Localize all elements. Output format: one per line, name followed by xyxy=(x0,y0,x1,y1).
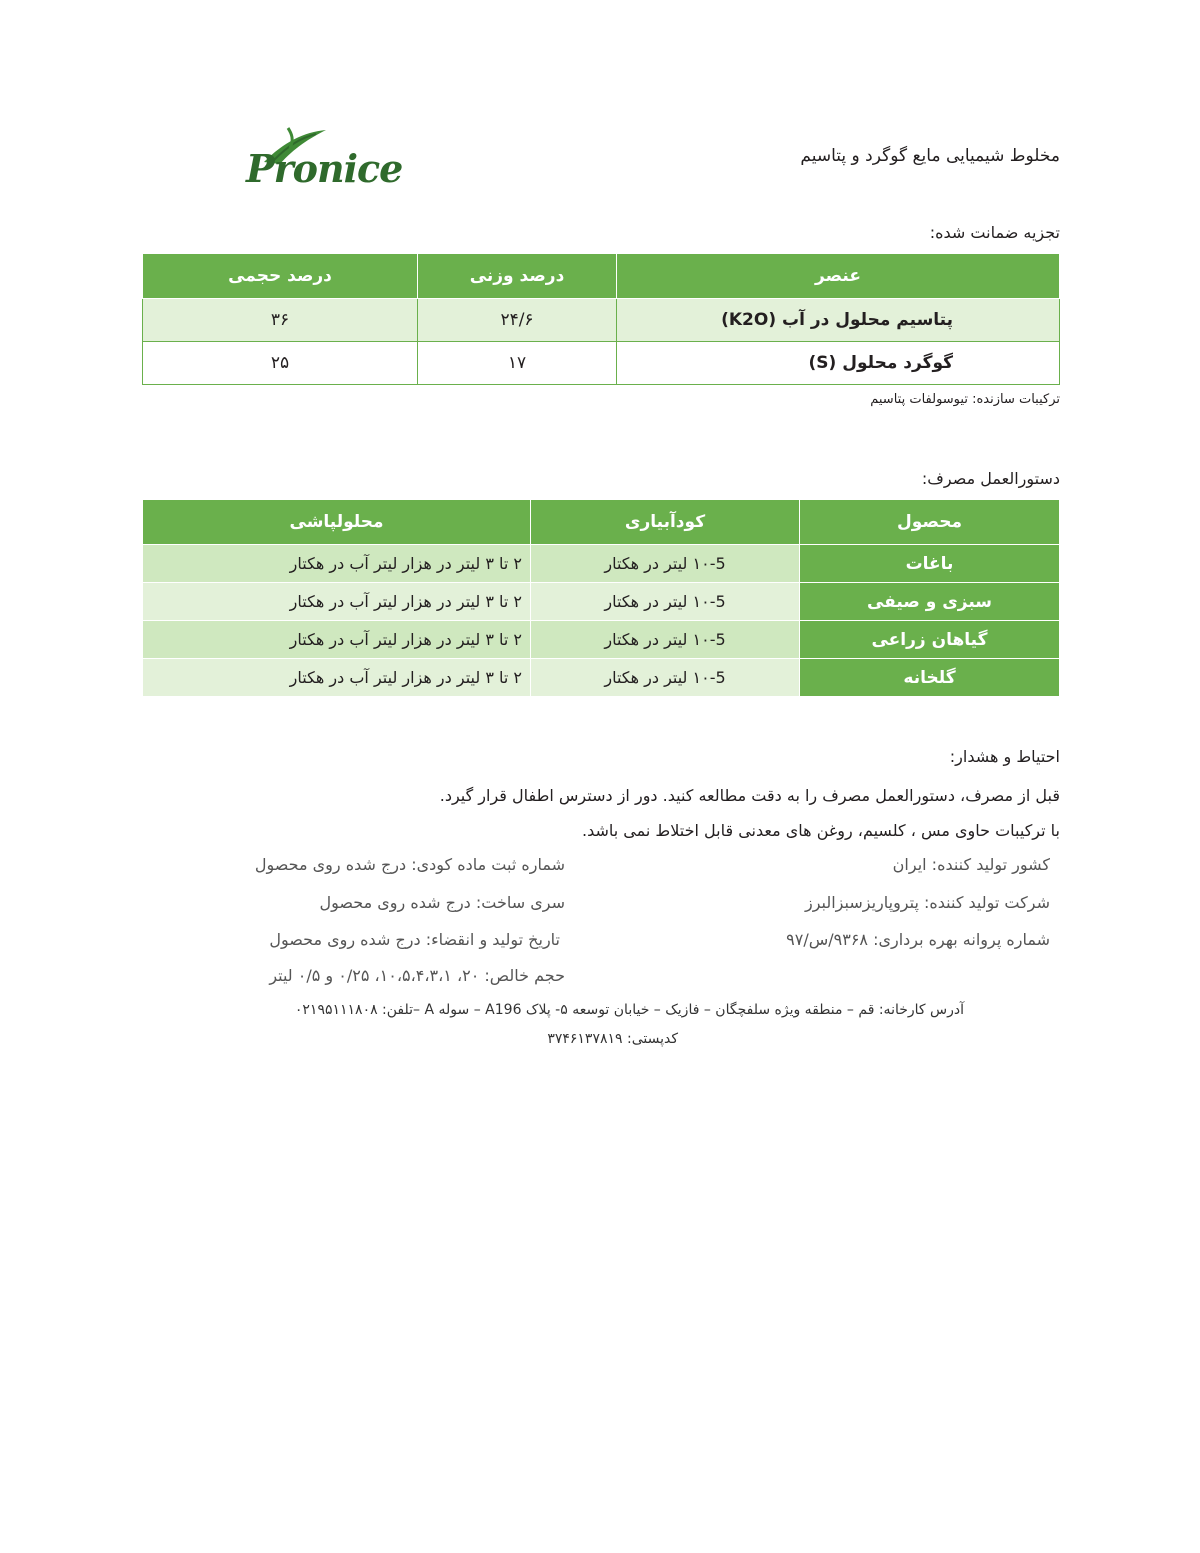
ingredients-note: ترکیبات سازنده: تیوسولفات پتاسیم xyxy=(870,392,1060,407)
table-row xyxy=(143,621,1060,659)
spray-cell: ۲ تا ۳ لیتر در هزار لیتر آب در هکتار xyxy=(143,621,531,659)
table-row xyxy=(143,659,1060,697)
column-header: محصول xyxy=(800,500,1060,545)
spray-cell: ۲ تا ۳ لیتر در هزار لیتر آب در هکتار xyxy=(143,545,531,583)
table-header-row xyxy=(143,254,1060,299)
license-text: شماره پروانه بهره برداری: ۹۳۶۸/س/۹۷ xyxy=(786,930,1050,949)
brand-name: Pronice xyxy=(246,146,403,191)
analysis-heading: تجزیه ضمانت شده: xyxy=(929,223,1060,242)
factory-address: آدرس کارخانه: قم – منطقه ویژه سلفچگان – فازیک – خیابان توسعه ۵- پلاک A196 – سوله A –تلفن: ۰۲۱۹۵۱۱۱۸۰۸ xyxy=(294,1002,964,1018)
volume-cell: ۳۶ xyxy=(143,299,418,342)
spray-cell: ۲ تا ۳ لیتر در هزار لیتر آب در هکتار xyxy=(143,583,531,621)
weight-cell: ۱۷ xyxy=(418,342,617,385)
crop-cell: باغات xyxy=(800,545,1060,583)
table-row xyxy=(143,342,1060,385)
column-header: درصد وزنی xyxy=(418,254,617,299)
analysis-table xyxy=(142,253,1060,385)
caution-line: با ترکیبات حاوی مس ، کلسیم، روغن های معدنی قابل اختلاط نمی باشد. xyxy=(582,821,1060,840)
fertigation-cell: ۱۰-5 لیتر در هکتار xyxy=(531,621,800,659)
caution-heading: احتیاط و هشدار: xyxy=(949,747,1060,766)
fertigation-cell: ۱۰-5 لیتر در هکتار xyxy=(531,583,800,621)
weight-cell: ۲۴/۶ xyxy=(418,299,617,342)
element-name: پتاسیم محلول در آب (K2O) xyxy=(721,310,953,330)
column-header: محلولپاشی xyxy=(143,500,531,545)
company-text: شرکت تولید کننده: پتروپاریزسبزالبرز xyxy=(804,893,1050,912)
crop-cell: گلخانه xyxy=(800,659,1060,697)
crop-cell: گیاهان زراعی xyxy=(800,621,1060,659)
postal-code: کدپستی: ۳۷۴۶۱۳۷۸۱۹ xyxy=(547,1031,678,1047)
column-header: عنصر xyxy=(617,254,1060,299)
caution-line: قبل از مصرف، دستورالعمل مصرف را به دقت مطالعه کنید. دور از دسترس اطفال قرار گیرد. xyxy=(439,786,1060,805)
usage-table xyxy=(142,499,1060,697)
volume-text: حجم خالص: ۲۰، ۱۰،۵،۴،۳،۱، ۰/۲۵ و ۰/۵ لیتر xyxy=(269,966,565,985)
crop-cell: سبزی و صیفی xyxy=(800,583,1060,621)
brand-logo xyxy=(244,124,403,194)
usage-heading: دستورالعمل مصرف: xyxy=(921,469,1060,488)
table-header-row xyxy=(143,500,1060,545)
fertigation-cell: ۱۰-5 لیتر در هکتار xyxy=(531,659,800,697)
element-cell xyxy=(617,342,1060,385)
batch-text: سری ساخت: درج شده روی محصول xyxy=(319,893,565,912)
volume-cell: ۲۵ xyxy=(143,342,418,385)
element-name: گوگرد محلول (S) xyxy=(808,353,953,373)
table-row xyxy=(143,299,1060,342)
column-header: کودآبیاری xyxy=(531,500,800,545)
spray-cell: ۲ تا ۳ لیتر در هزار لیتر آب در هکتار xyxy=(143,659,531,697)
product-title: مخلوط شیمیایی مایع گوگرد و پتاسیم xyxy=(800,146,1060,166)
registration-text: شماره ثبت ماده کودی: درج شده روی محصول xyxy=(254,855,565,874)
table-row xyxy=(143,583,1060,621)
table-row xyxy=(143,545,1060,583)
element-cell xyxy=(617,299,1060,342)
dates-text: تاریخ تولید و انقضاء: درج شده روی محصول xyxy=(269,930,560,949)
country-text: کشور تولید کننده: ایران xyxy=(892,855,1050,874)
column-header: درصد حجمی xyxy=(143,254,418,299)
fertigation-cell: ۱۰-5 لیتر در هکتار xyxy=(531,545,800,583)
